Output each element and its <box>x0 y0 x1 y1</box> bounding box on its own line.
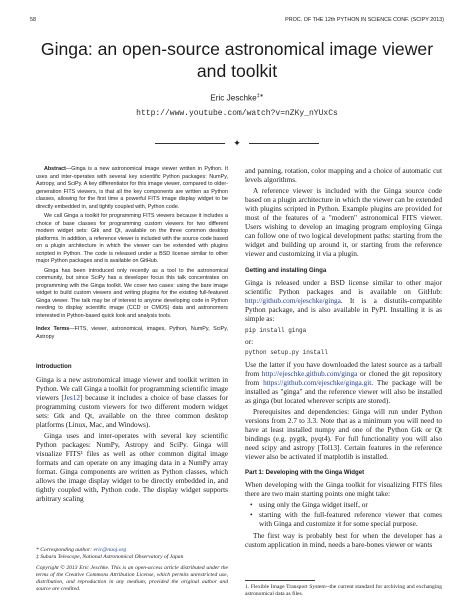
code-setup-install: python setup.py install <box>245 349 328 356</box>
affiliation: ‡ Subaru Telescope, National Astronomical Observatory of Japan <box>36 554 184 560</box>
title-line-1: Ginga: an open-source astronomical image viewer <box>40 39 434 59</box>
bullet-1-text: using only the Ginga widget itself, or <box>259 500 368 509</box>
video-link[interactable]: http://www.youtube.com/watch?v=nZKy_nYUxCs <box>136 109 338 118</box>
abstract-paragraph-2: We call Ginga a toolkit for programming FITS viewers because it includes a choice of base classes for programming custom viewers for two different modern widget sets: Gtk and Qt, available on the three common desktop platforms. In addition, a reference viewer is included with the source code based on a plugin architecture in which the viewer can be extended with plugins scripted in Python. The code is released under a BSD license similar to other major Python packages and is available on GitHub. <box>36 213 228 264</box>
list-item <box>245 500 442 509</box>
citation-jes12[interactable]: Jes12 <box>63 393 81 402</box>
footnote-1: 1. Flexible Image Transport System--the current standard for archiving and exchanging astronomical data as files. <box>245 584 442 597</box>
tarball-paragraph: Use the latter if you have downloaded the latest source as a tarball from http://ejeschke.github.com/ginga or cloned the git repository from https://github.com/ejeschke/ginga.git. The package will be installed as "ginga" and the reference viewer will also be installed as ginga (but located wherever scripts are stored). <box>245 360 442 405</box>
index-terms: Index Terms—FITS, viewer, astronomical, images, Python, NumPy, SciPy, Astropy <box>36 326 228 340</box>
right-column <box>245 166 442 549</box>
right-footnote <box>245 580 442 604</box>
page-number: 58 <box>30 17 36 23</box>
left-footnotes <box>36 547 228 593</box>
abstract-paragraph-1: Abstract—Ginga is a new astronomical image viewer written in Python. It uses and inter-operates with several key scientific Python packages: NumPy, Astropy, and SciPy. A key differentiator for this image viewer, compared to older-generation FITS viewers, is that all the key components are written as Python classes, allowing for the first time a powerful FITS image display widget to be directly embedded in, and tightly coupled with, Python code. <box>36 166 228 210</box>
part1-paragraph: When developing with the Ginga toolkit for visualizing FITS files there are two main starting points one might take: <box>245 480 442 498</box>
prerequisites-paragraph: Prerequisites and dependencies: Ginga will run under Python versions from 2.7 to 3.3. Note that as a minimum you will need to have at least installed numpy and one of the Python Gtk or Qt bindings (e.g. pygtk, pyqt4). For full functionality you will also need scipy and astropy [Tol13]. Certain features in the reference viewer also be activated if matplotlib is installed. <box>245 407 442 461</box>
bullet-icon: • <box>250 510 253 519</box>
divider-right <box>249 143 319 144</box>
corresponding-author: * Corresponding author: eric@naoj.org <box>36 547 127 553</box>
right-paragraph-1: and panning, rotation, color mapping and a choice of automatic cut levels algorithms. <box>245 166 442 184</box>
introduction <box>36 363 228 503</box>
ornament-icon: ✦ <box>233 138 241 148</box>
abstract-paragraph-3: Ginga has been introduced only recently as a tool to the astronomical community, but since SciPy has a developer focus this talk concentrates on programming with the Ginga toolkit. We cover two cases: using the bare image widget to build custom viewers and writing plugins for the existing full-featured Ginga viewer. The talk may be of interest to anyone developing code in Python needing to display scientific image (CCD or CMOS) data and astronomers interested in Python-based quick look and analysis tools. <box>36 267 228 319</box>
git-repo-link[interactable]: https://github.com/ejeschke/ginga.git <box>263 378 372 387</box>
running-head <box>30 17 444 27</box>
paper-title <box>30 38 444 82</box>
intro-heading: Introduction <box>36 363 72 370</box>
author-marks: ‡∗ <box>256 93 264 99</box>
title-line-2: and toolkit <box>196 61 278 81</box>
or-text: or: <box>245 337 254 346</box>
part1-heading: Part 1: Developing with the Ginga Widget <box>245 469 365 476</box>
footnote-rule <box>245 580 315 581</box>
copyright-notice: Copyright © 2013 Eric Jeschke. This is an open-access article distributed under the terms of the Creative Commons Attribution License, which permits unrestricted use, distribution, and reproduction in any medium, provided the original author and source are credited. <box>36 565 228 592</box>
install-paragraph: Ginga is released under a BSD license similar to other major scientific Python packages and is available on GitHub: http://github.com/ejeschke/ginga. It is a distutils-compatible Python package, and is also available in PyPI. Installing it is as simple as: <box>245 278 442 323</box>
github-link[interactable]: http://github.com/ejeschke/ginga <box>245 296 341 305</box>
install-heading: Getting and installing Ginga <box>245 267 327 274</box>
right-paragraph-2: A reference viewer is included with the Ginga source code based on a plugin architecture in which the viewer can be extended with plugins scripted in Python. Example plugins are provided for most of the features of a "modern" astronomical FITS viewer. Users wishing to develop an imaging program employing Ginga can follow one of two logical development paths: starting from the widget and building up around it, or starting from the reference viewer and customizing it via a plugin. <box>245 186 442 258</box>
bullet-2-text: starting with the full-featured reference viewer that comes with Ginga and customize it for some special purpose. <box>259 510 442 528</box>
abstract-label: Abstract <box>44 166 66 172</box>
list-item <box>245 510 442 528</box>
bullet-icon: • <box>250 500 253 509</box>
intro-paragraph-2: Ginga uses and inter-operates with several key scientific Python packages: NumPy, Astropy and SciPy. Ginga will visualize FITS¹ files as well as other common digital image formats and can operate on any imaging data in a NumPy array format. Ginga components are written as Python classes, which allows the image display widget to be directly embedded in, and tightly coupled with, Python code. The display widget supports arbitrary scaling <box>36 431 228 503</box>
code-pip-install: pip install ginga <box>245 327 307 334</box>
index-terms-label: Index Terms <box>36 326 70 332</box>
email-link[interactable]: eric@naoj.org <box>93 547 127 553</box>
author-name: Eric Jeschke <box>210 93 257 103</box>
abstract <box>36 166 228 341</box>
intro-paragraph-1: Ginga is a new astronomical image viewer and toolkit written in Python. We call Ginga a toolkit for programming scientific image viewers [Jes12] because it includes a choice of base classes for programming custom viewers for two different modern widget sets: Gtk and Qt, available on the three common desktop platforms (Linux, Mac, and Windows). <box>36 375 228 429</box>
first-way-paragraph: The first way is probably best for when the developer has a custom application in mind, needs a bare-bones viewer or wants <box>245 531 442 549</box>
author <box>30 93 444 103</box>
divider-left <box>155 143 225 144</box>
journal-name: PROC. OF THE 12th PYTHON IN SCIENCE CONF. (SCIPY 2013) <box>285 17 444 23</box>
ginga-site-link[interactable]: http://ejeschke.github.com/ginga <box>261 369 358 378</box>
